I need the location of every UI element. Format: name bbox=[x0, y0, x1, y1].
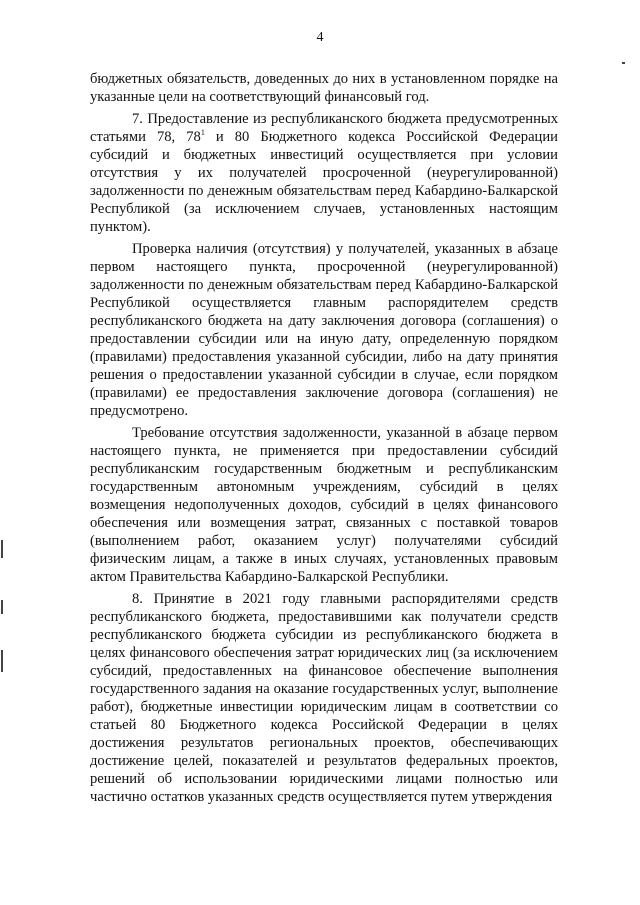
scan-mark-top-right bbox=[622, 62, 625, 64]
paragraph-item-7-text: 7. Предоставление из республиканского бюджета предусмотренных статьями 78, 78 bbox=[90, 111, 558, 145]
paragraph-item-8: 8. Принятие в 2021 году главными распорядителями средств республиканского бюджета, предоставившими как получатели средств республиканского бюджета субсидии из республиканского бюджета в целях финансового обеспечения затрат юридических лиц (за исключением субсидий, предоставленных на финансовое обеспечение выполнения государственного задания на оказание государственных услуг, выполнение работ), бюджетные инвестиции юридическим лицам в соответствии со статьей 80 Бюджетного кодекса Российской Федерации в целях достижения результатов региональных проектов, обеспечивающих достижение целей, показателей и результатов федеральных проектов, решений об использовании юридическими лицами полностью или частично остатков указанных средств осуществляется путем утверждения bbox=[90, 591, 558, 805]
scan-mark-left-3 bbox=[1, 650, 3, 672]
paragraph-verification: Проверка наличия (отсутствия) у получателей, указанных в абзаце первом настоящего пункта, просроченной (неурегулированной) задолженности по денежным обязательствам перед Кабардино-Балкарской Республикой осуществляется главным распорядителем средств республиканского бюджета на дату заключения договора (соглашения) о предоставлении субсидии или на иную дату, определенную порядком (правилами) предоставления указанной субсидии, либо на дату принятия решения о предоставлении указанной субсидии в случае, если порядком (правилами) ее предоставления заключение договора (соглашения) не предусмотрено. bbox=[90, 241, 558, 419]
scan-mark-left-2 bbox=[1, 600, 3, 614]
paragraph-item-7 bbox=[90, 110, 558, 236]
paragraph-item-7-text-after: и 80 Бюджетного кодекса Российской Федерации субсидий и бюджетных инвестиций осуществляется при условии отсутствия у их получателей просроченной (неурегулированной) задолженности по денежным обязательствам перед Кабардино-Балкарской Республикой (за исключением случаев, установленных настоящим пунктом). bbox=[90, 129, 558, 235]
paragraph-continuation: бюджетных обязательств, доведенных до них в установленном порядке на указанные цели на соответствующий финансовый год. bbox=[90, 71, 558, 105]
scan-mark-left-1 bbox=[1, 540, 3, 558]
paragraph-requirement: Требование отсутствия задолженности, указанной в абзаце первом настоящего пункта, не применяется при предоставлении субсидий республиканским государственным бюджетным и республиканским государственным автономным учреждениям, субсидий в целях возмещения недополученных доходов, субсидий в целях финансового обеспечения или возмещения затрат, связанных с поставкой товаров (выполнением работ, оказанием услуг) получателями субсидий физическим лицам, а также в иных случаях, установленных правовым актом Правительства Кабардино-Балкарской Республики. bbox=[90, 425, 558, 585]
page-number: 4 bbox=[316, 30, 324, 45]
article-superscript: 1 bbox=[200, 128, 205, 138]
document-body bbox=[90, 70, 558, 806]
